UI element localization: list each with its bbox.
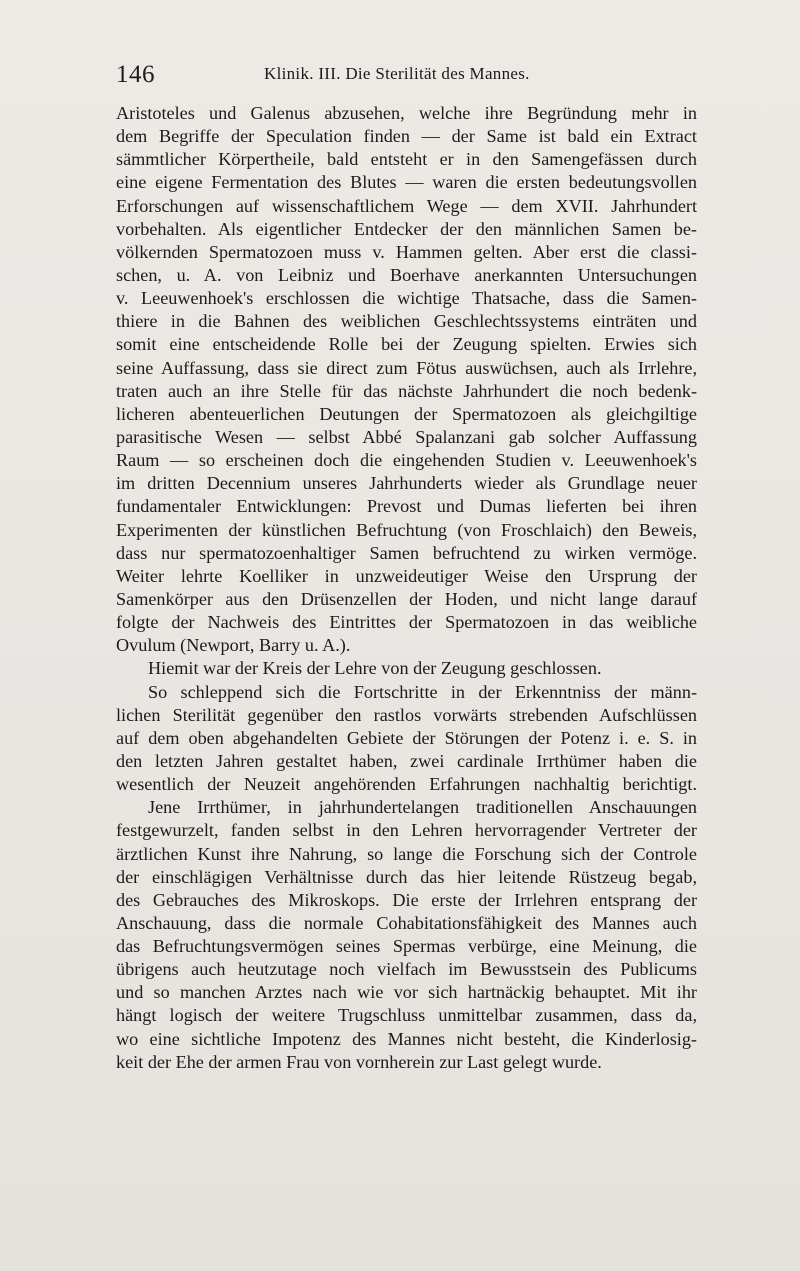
text-line: thiere in die Bahnen des weiblichen Geschlechtssystems einträten und — [116, 311, 697, 332]
text-line: Ovulum (Newport, Barry u. A.). — [116, 635, 351, 656]
text-line: Samenkörper aus den Drüsenzellen der Hoden, und nicht lange darauf — [116, 588, 697, 609]
text-line: ärztlichen Kunst ihre Nahrung, so lange die Forschung sich der Controle — [116, 843, 697, 864]
text-line: den letzten Jahren gestaltet haben, zwei cardinale Irrthümer haben die — [116, 750, 697, 771]
text-line: vorbehalten. Als eigentlicher Entdecker der den männlichen Samen be- — [116, 218, 697, 239]
text-line: v. Leeuwenhoek's erschlossen die wichtige Thatsache, dass die Samen- — [116, 288, 697, 309]
text-line: Jene Irrthümer, in jahrhundertelangen traditionellen Anschauungen — [148, 797, 697, 818]
text-line: Raum — so erscheinen doch die eingehenden Studien v. Leeuwenhoek's — [116, 450, 697, 471]
text-line: seine Auffassung, dass sie direct zum Fötus auswüchsen, auch als Irrlehre, — [116, 357, 697, 378]
text-line: So schleppend sich die Fortschritte in der Erkenntniss der männ- — [148, 681, 697, 702]
body-text — [116, 102, 697, 1074]
text-line: eine eigene Fermentation des Blutes — waren die ersten bedeutungsvollen — [116, 172, 697, 193]
text-line: und so manchen Arztes nach wie vor sich hartnäckig behauptet. Mit ihr — [116, 982, 697, 1003]
text-line: übrigens auch heutzutage noch vielfach im Bewusstsein des Publicums — [116, 959, 697, 980]
text-line: licheren abenteuerlichen Deutungen der Spermatozoen als gleichgiltige — [116, 403, 697, 424]
text-line: fundamentaler Entwicklungen: Prevost und Dumas lieferten bei ihren — [116, 496, 697, 517]
text-line: der einschlägigen Verhältnisse durch das hier leitende Rüstzeug begab, — [116, 866, 697, 887]
text-line: Anschauung, dass die normale Cohabitationsfähigkeit des Mannes auch — [116, 912, 697, 933]
text-line: Weiter lehrte Koelliker in unzweideutiger Weise den Ursprung der — [116, 565, 697, 586]
text-line: folgte der Nachweis des Eintrittes der Spermatozoen in das weibliche — [116, 612, 697, 633]
text-line: dass nur spermatozoenhaltiger Samen befruchtend zu wirken vermöge. — [116, 542, 697, 563]
text-line: das Befruchtungsvermögen seines Spermas verbürge, eine Meinung, die — [116, 936, 697, 957]
text-line: des Gebrauches des Mikroskops. Die erste der Irrlehren entsprang der — [116, 889, 697, 910]
text-line: Erforschungen auf wissenschaftlichem Wege — dem XVII. Jahrhundert — [116, 195, 697, 216]
text-line: Experimenten der künstlichen Befruchtung (von Froschlaich) den Beweis, — [116, 519, 697, 540]
text-line: wesentlich der Neuzeit angehörenden Erfahrungen nachhaltig berichtigt. — [116, 774, 697, 795]
text-line: somit eine entscheidende Rolle bei der Zeugung spielten. Erwies sich — [116, 334, 697, 355]
text-line: festgewurzelt, fanden selbst in den Lehren hervorragender Vertreter der — [116, 820, 697, 841]
text-line: wo eine sichtliche Impotenz des Mannes nicht besteht, die Kinderlosig- — [116, 1028, 697, 1049]
text-line: schen, u. A. von Leibniz und Boerhave anerkannten Untersuchungen — [116, 264, 697, 285]
page-number: 146 — [116, 61, 155, 88]
text-line: völkernden Spermatozoen muss v. Hammen gelten. Aber erst die classi- — [116, 241, 697, 262]
text-line: sämmtlicher Körpertheile, bald entsteht er in den Samengefässen durch — [116, 149, 697, 170]
text-line: dem Begriffe der Speculation finden — der Same ist bald ein Extract — [116, 126, 697, 147]
text-line: Aristoteles und Galenus abzusehen, welche ihre Begründung mehr in — [116, 103, 697, 123]
text-line: traten auch an ihre Stelle für das nächste Jahrhundert die noch bedenk- — [116, 380, 697, 401]
page-header — [116, 60, 696, 90]
text-line: auf dem oben abgehandelten Gebiete der Störungen der Potenz i. e. S. in — [116, 727, 697, 748]
text-line: im dritten Decennium unseres Jahrhunderts wieder als Grundlage neuer — [116, 473, 697, 494]
running-head: Klinik. III. Die Sterilität des Mannes. — [264, 64, 530, 83]
text-line: Hiemit war der Kreis der Lehre von der Zeugung geschlossen. — [148, 658, 602, 679]
text-line: keit der Ehe der armen Frau von vornherein zur Last gelegt wurde. — [116, 1051, 602, 1072]
text-line: lichen Sterilität gegenüber den rastlos vorwärts strebenden Aufschlüssen — [116, 704, 697, 725]
text-line: parasitische Wesen — selbst Abbé Spalanzani gab solcher Auffassung — [116, 426, 697, 447]
text-line: hängt logisch der weitere Trugschluss unmittelbar zusammen, dass da, — [116, 1005, 697, 1026]
